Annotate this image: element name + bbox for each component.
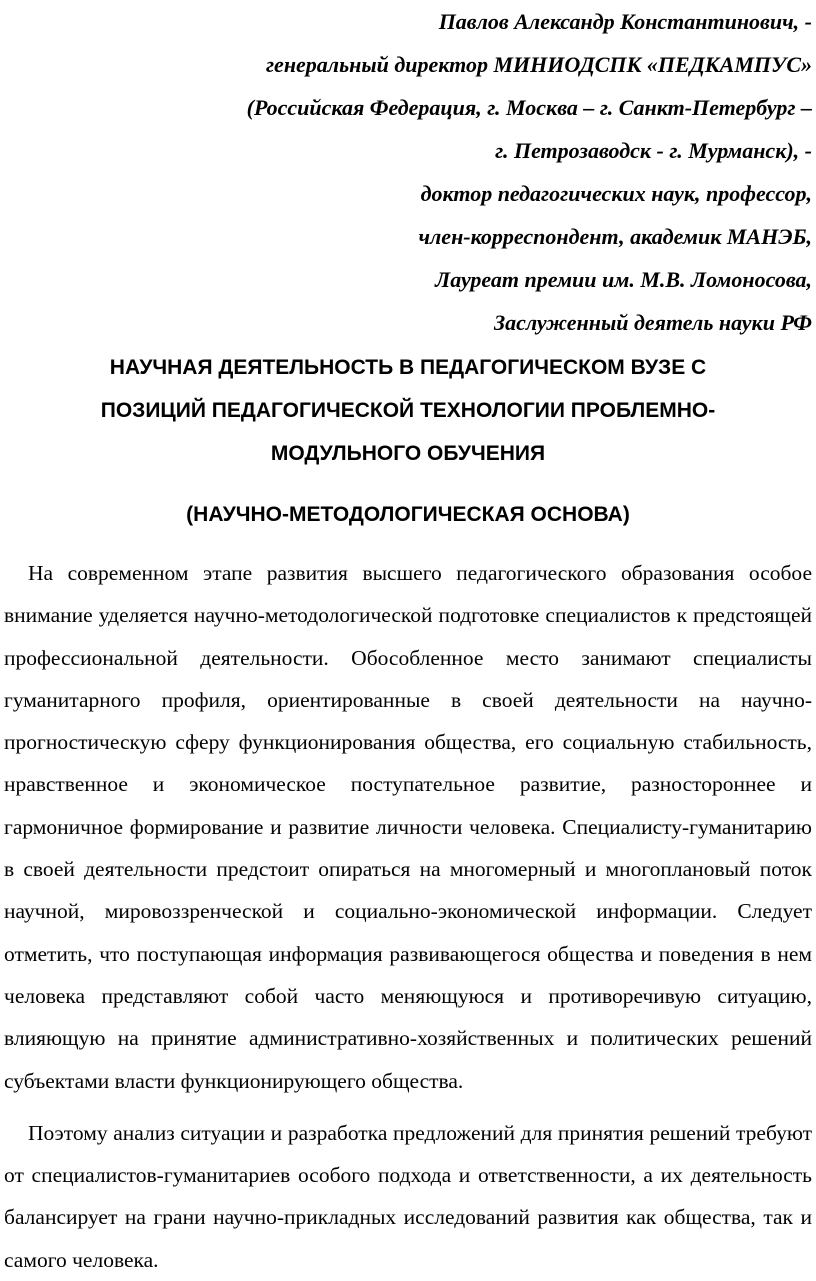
title-line-3: МОДУЛЬНОГО ОБУЧЕНИЯ (270, 442, 546, 465)
body-paragraph-1: На современном этапе развития высшего педагогического образования особое внимание уделяется научно-методологической подготовке специалистов к предстоящей профессиональной деятельности. Обособленное место занимают специалисты гуманитарного профиля, ориентированные в своей деятельности на научно-прогностическую сферу функционирования общества, его социальную стабильность, нравственное и экономическое поступательное развитие, разностороннее и гармоничное формирование и развитие личности человека. Специалисту-гуманитарию в своей деятельности предстоит опираться на многомерный и многоплановый поток научной, мировоззренческой и социально-экономической информации. Следует отметить, что поступающая информация развивающегося общества и поведения в нем человека представляют собой часто меняющуюся и противоречивую ситуацию, влияющую на принятие административно-хозяйственных и политических решений субъектами власти функционирующего общества. (4, 561, 812, 1093)
body-paragraph-2: Поэтому анализ ситуации и разработка предложений для принятия решений требуют от специалистов-гуманитариев особого подхода и ответственности, а их деятельность балансирует на грани научно-прикладных исследований развития как общества, так и самого человека. (4, 1120, 812, 1272)
author-position: генеральный директор МИНИОДСПК «ПЕДКАМПУС» (265, 52, 812, 77)
author-award: Лауреат премии им. М.В. Ломоносова, (435, 267, 812, 292)
author-location: (Российская Федерация, г. Москва – г. Санкт-Петербург – (246, 95, 812, 120)
author-degree: доктор педагогических наук, профессор, (420, 181, 812, 206)
article-subtitle: (НАУЧНО-МЕТОДОЛОГИЧЕСКАЯ ОСНОВА) (186, 503, 630, 526)
title-line-2: ПОЗИЦИЙ ПЕДАГОГИЧЕСКОЙ ТЕХНОЛОГИИ ПРОБЛЕМНО- (100, 399, 716, 422)
title-line-1: НАУЧНАЯ ДЕЯТЕЛЬНОСТЬ В ПЕДАГОГИЧЕСКОМ ВУЗЕ С (109, 356, 707, 379)
author-info (4, 0, 812, 344)
author-honor: Заслуженный деятель науки РФ (493, 310, 812, 335)
author-name: Павлов Александр Константинович, - (438, 9, 812, 34)
author-membership: член-корреспондент, академик МАНЭБ, (418, 224, 812, 249)
author-location-cont: г. Петрозаводск - г. Мурманск), - (495, 138, 812, 163)
article-title (4, 346, 812, 475)
